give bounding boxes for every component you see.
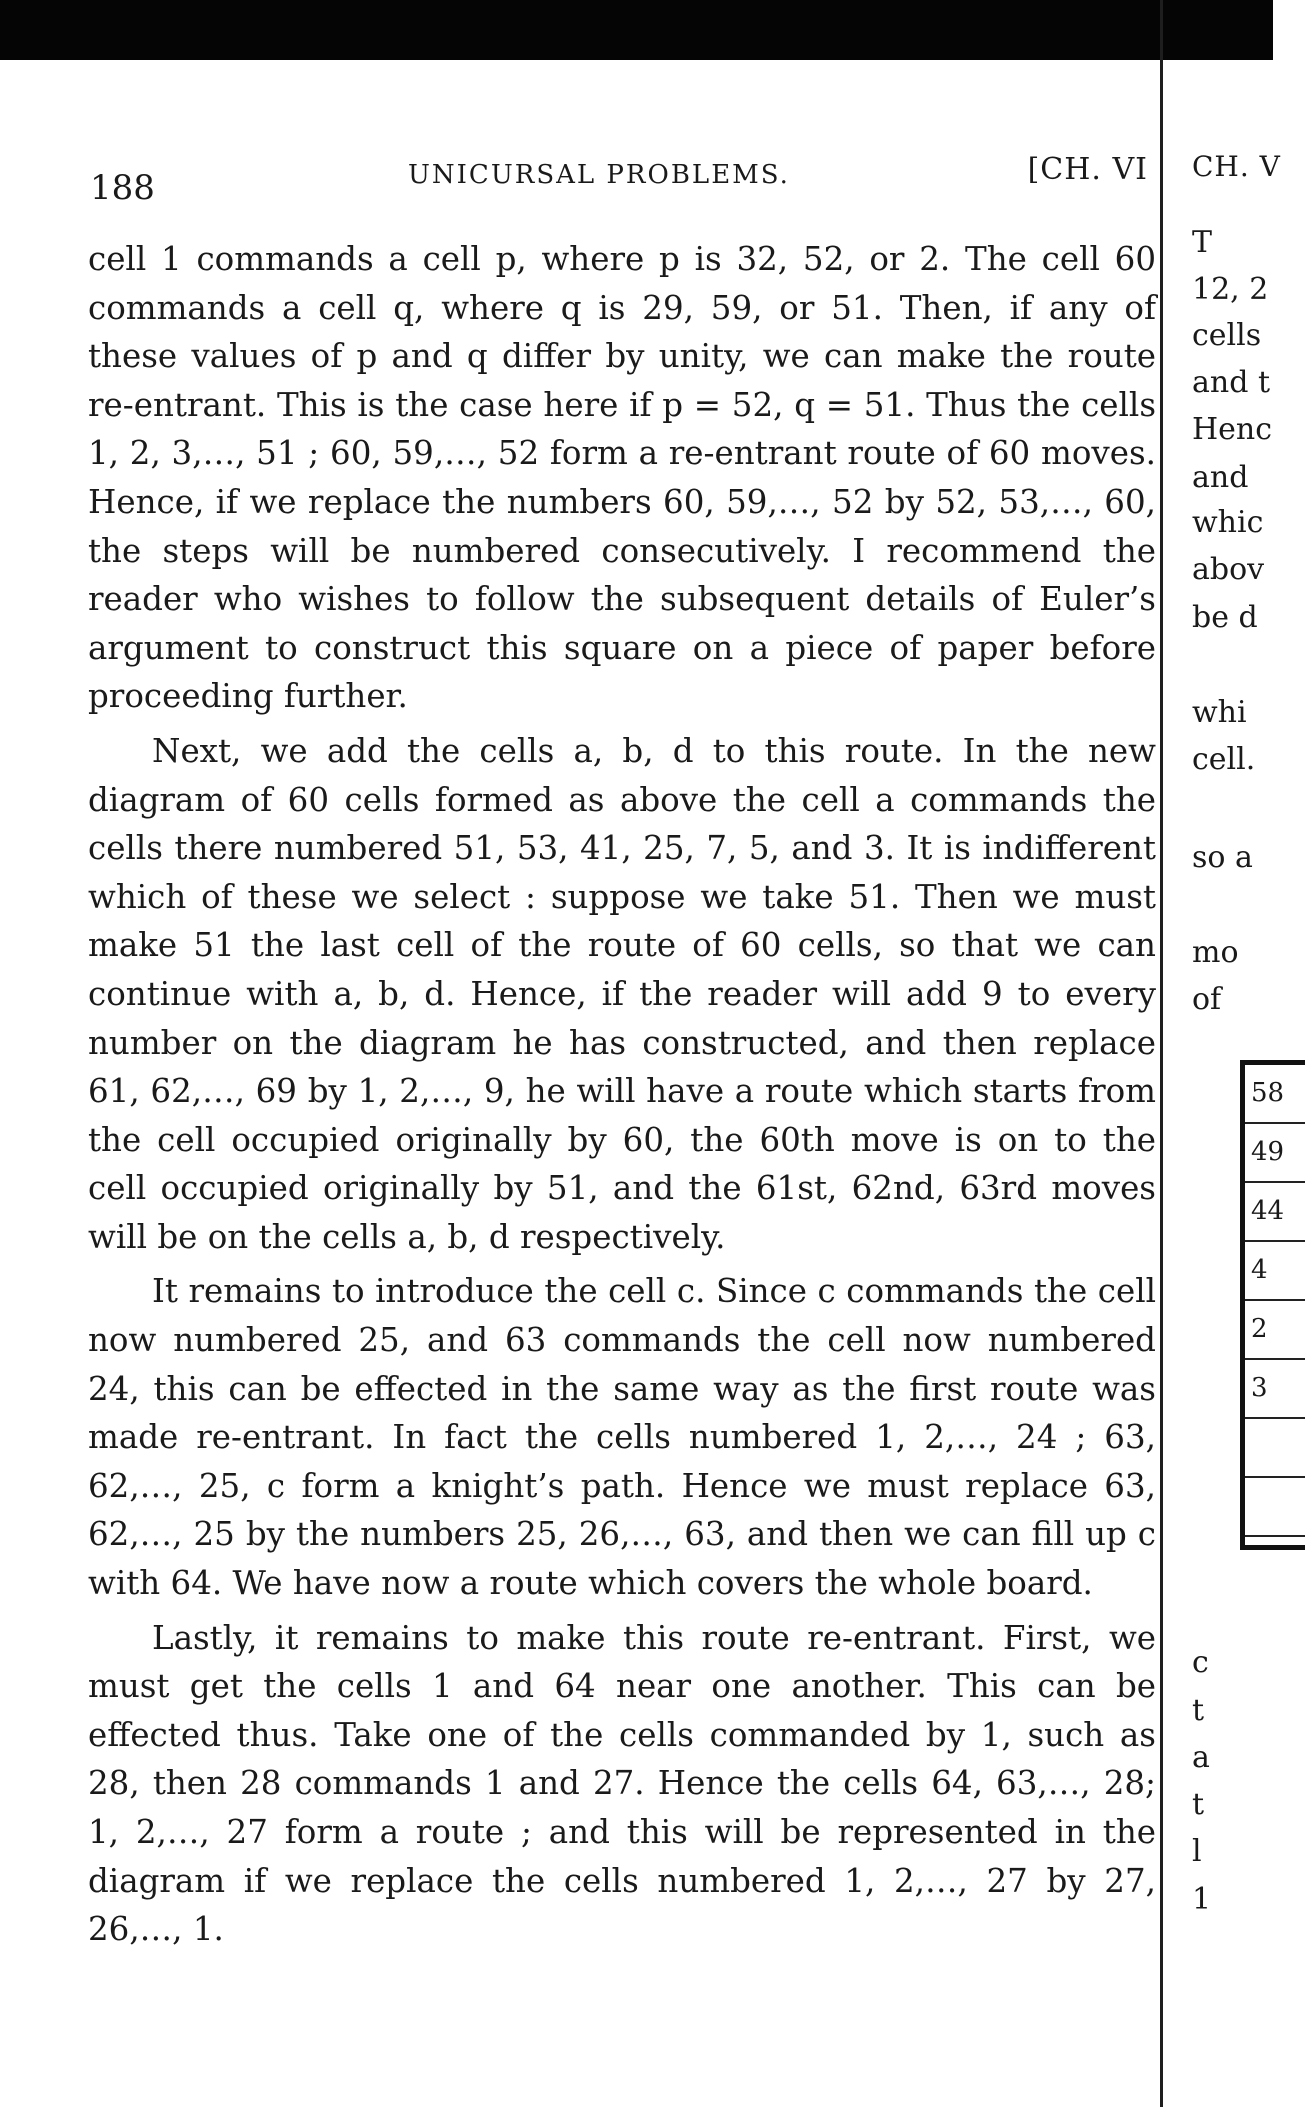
right-page-table-cell: 44 [1245,1183,1305,1242]
paragraph: Next, we add the cells a, b, d to this route. In the new diagram of 60 cells formed as above the cell a commands the cells there numbered 51, 53, 41, 25, 7, 5, and 3. It is indifferent which of these we select : suppose we take 51. Then we must make 51 the last cell of the route of 60 cells, so that we can continue with a, b, d. Hence, if the reader will add 9 to every number on the diagram he has constructed, and then replace 61, 62,…, 69 by 1, 2,…, 9, he will have a route which starts from the cell occupied originally by 60, the 60th move is on to the cell occupied originally by 51, and the 61st, 62nd, 63rd moves will be on the cells a, b, d respectively. [88,731,1156,1256]
body-text [88,235,1156,1954]
right-page-line-fragment: of [1192,982,1222,1017]
page-gutter-line [1160,0,1163,2107]
right-page-line-fragment: and t [1192,365,1271,400]
running-title: UNICURSAL PROBLEMS. [408,160,790,190]
chapter-reference: [CH. VI [1027,152,1148,187]
right-page-line-fragment: T [1192,225,1213,260]
right-page-table-cell: 58 [1245,1065,1305,1124]
right-page-line-fragment: 1 [1192,1882,1212,1917]
page-number: 188 [90,168,155,208]
right-page-table-cell: 4 [1245,1242,1305,1301]
right-page-line-fragment: so a [1192,840,1253,875]
paragraph: cell 1 commands a cell p, where p is 32, 52, or 2. The cell 60 commands a cell q, where q is 29, 59, or 51. Then, if any of these values of p and q differ by unity, we can make the route re-entrant. This is the case here if p = 52, q = 51. Thus the cells 1, 2, 3,…, 51 ; 60, 59,…, 52 form a re-entrant route of 60 moves. Hence, if we replace the numbers 60, 59,…, 52 by 52, 53,…, 60, the steps will be numbered consecutively. I recommend the reader who wishes to follow the subsequent details of Euler’s argument to construct this square on a piece of paper before proceeding further. [88,240,1156,716]
scan-top-border [0,0,1273,60]
right-page-table-cell: 3 [1245,1360,1305,1419]
right-page-fragment [1166,0,1285,2107]
right-page-line-fragment: whic [1192,505,1264,540]
right-page-line-fragment: cell. [1192,742,1256,777]
right-page-line-fragment: t [1192,1787,1205,1822]
right-page-line-fragment: whi [1192,695,1247,730]
right-page-line-fragment: and [1192,460,1249,495]
right-page-table-cell [1245,1478,1305,1537]
right-page-line-fragment: cells [1192,318,1262,353]
paragraph: It remains to introduce the cell c. Since c commands the cell now numbered 25, and 63 commands the cell now numbered 24, this can be effected in the same way as the first route was made re-entrant. In fact the cells numbered 1, 2,…, 24 ; 63, 62,…, 25, c form a knight’s path. Hence we must replace 63, 62,…, 25 by the numbers 25, 26,…, 63, and then we can fill up c with 64. We have now a route which covers the whole board. [88,1272,1156,1603]
right-page-header: CH. V [1192,150,1281,183]
running-head [88,140,1158,210]
paragraph: Lastly, it remains to make this route re-entrant. First, we must get the cells 1 and 64 near one another. This can be effected thus. Take one of the cells commanded by 1, such as 28, then 28 commands 1 and 27. Hence the cells 64, 63,…, 28; 1, 2,…, 27 form a route ; and this will be represented in the diagram if we replace the cells numbered 1, 2,…, 27 by 27, 26,…, 1. [88,1618,1156,1949]
right-page-table-cell: 2 [1245,1301,1305,1360]
right-page-table-cell: 49 [1245,1124,1305,1183]
left-page [88,140,1158,1949]
right-page-line-fragment: abov [1192,552,1265,587]
right-page-line-fragment: mo [1192,935,1239,970]
right-page-line-fragment: Henc [1192,412,1273,447]
right-page-table [1240,1060,1305,1550]
right-page-table-cell [1245,1419,1305,1478]
right-page-line-fragment: l [1192,1834,1202,1869]
right-page-line-fragment: a [1192,1740,1210,1775]
right-page-line-fragment: c [1192,1645,1209,1680]
right-page-line-fragment: t [1192,1693,1205,1728]
right-page-line-fragment: be d [1192,600,1258,635]
right-page-line-fragment: 12, 2 [1192,272,1269,307]
